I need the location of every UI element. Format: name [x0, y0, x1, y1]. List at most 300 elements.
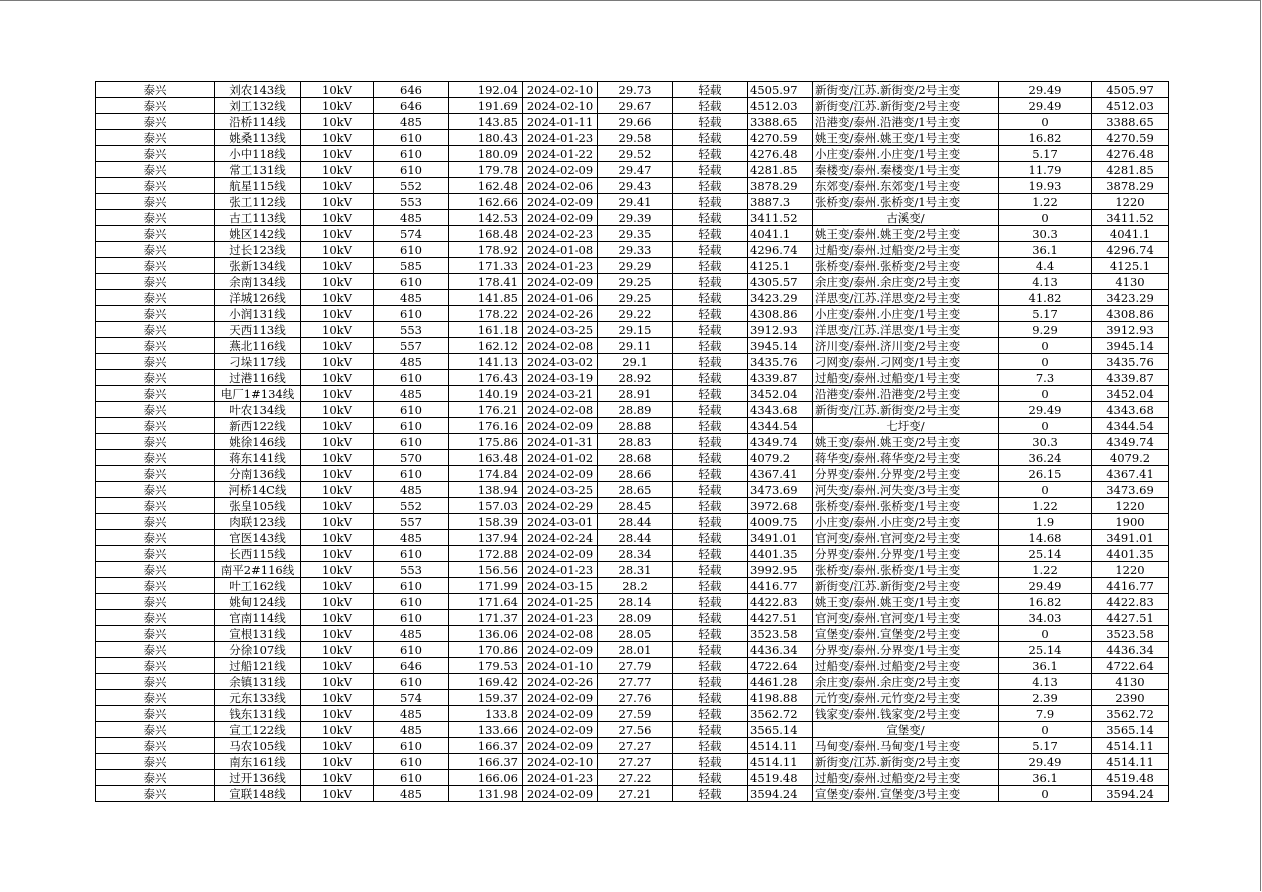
date-cell: 2024-01-06	[523, 290, 598, 306]
table-row	[96, 434, 1169, 450]
current-cell: 157.03	[449, 498, 523, 514]
line-name-cell: 分南136线	[215, 466, 301, 482]
table-row	[96, 610, 1169, 626]
region-cell: 泰兴	[96, 258, 215, 274]
date-cell: 2024-01-31	[523, 434, 598, 450]
voltage-cell: 10kV	[301, 770, 374, 786]
date-cell: 2024-03-01	[523, 514, 598, 530]
available-capacity-cell: 3452.04	[1092, 386, 1169, 402]
transformer-value-cell: 29.49	[999, 402, 1092, 418]
region-cell: 泰兴	[96, 370, 215, 386]
available-capacity-cell: 4427.51	[1092, 610, 1169, 626]
load-rate-cell: 29.47	[598, 162, 673, 178]
substation-cell: 洋思变/江苏.洋思变/2号主变	[813, 290, 999, 306]
margin-cell: 3565.14	[748, 722, 813, 738]
region-cell: 泰兴	[96, 770, 215, 786]
substation-cell: 新街变/江苏.新街变/2号主变	[813, 98, 999, 114]
capacity-cell: 610	[374, 274, 449, 290]
load-rate-cell: 28.89	[598, 402, 673, 418]
region-cell: 泰兴	[96, 738, 215, 754]
load-rate-cell: 29.29	[598, 258, 673, 274]
margin-cell: 4349.74	[748, 434, 813, 450]
voltage-cell: 10kV	[301, 562, 374, 578]
capacity-cell: 485	[374, 290, 449, 306]
current-cell: 161.18	[449, 322, 523, 338]
line-name-cell: 古工113线	[215, 210, 301, 226]
date-cell: 2024-01-10	[523, 658, 598, 674]
voltage-cell: 10kV	[301, 322, 374, 338]
load-rate-cell: 28.68	[598, 450, 673, 466]
region-cell: 泰兴	[96, 242, 215, 258]
line-name-cell: 燕北116线	[215, 338, 301, 354]
table-row	[96, 754, 1169, 770]
capacity-cell: 553	[374, 194, 449, 210]
margin-cell: 4367.41	[748, 466, 813, 482]
load-rate-cell: 29.41	[598, 194, 673, 210]
margin-cell: 3992.95	[748, 562, 813, 578]
date-cell: 2024-02-09	[523, 418, 598, 434]
load-rate-cell: 28.14	[598, 594, 673, 610]
voltage-cell: 10kV	[301, 194, 374, 210]
load-status-cell: 轻载	[673, 130, 748, 146]
substation-cell: 河失变/泰州.河失变/3号主变	[813, 482, 999, 498]
available-capacity-cell: 4505.97	[1092, 82, 1169, 98]
table-row	[96, 290, 1169, 306]
date-cell: 2024-02-09	[523, 274, 598, 290]
transformer-value-cell: 0	[999, 722, 1092, 738]
date-cell: 2024-02-09	[523, 642, 598, 658]
current-cell: 140.19	[449, 386, 523, 402]
transformer-value-cell: 26.15	[999, 466, 1092, 482]
available-capacity-cell: 4401.35	[1092, 546, 1169, 562]
substation-cell: 小庄变/泰州.小庄变/1号主变	[813, 146, 999, 162]
voltage-cell: 10kV	[301, 370, 374, 386]
date-cell: 2024-01-23	[523, 258, 598, 274]
capacity-cell: 610	[374, 402, 449, 418]
line-name-cell: 刘工132线	[215, 98, 301, 114]
load-rate-cell: 27.76	[598, 690, 673, 706]
substation-cell: 沿港变/泰州.沿港变/1号主变	[813, 114, 999, 130]
load-status-cell: 轻载	[673, 546, 748, 562]
load-status-cell: 轻载	[673, 578, 748, 594]
load-rate-cell: 28.31	[598, 562, 673, 578]
substation-cell: 过船变/泰州.过船变/2号主变	[813, 242, 999, 258]
date-cell: 2024-02-09	[523, 162, 598, 178]
current-cell: 176.21	[449, 402, 523, 418]
region-cell: 泰兴	[96, 226, 215, 242]
margin-cell: 3972.68	[748, 498, 813, 514]
current-cell: 180.09	[449, 146, 523, 162]
line-name-cell: 姚桑113线	[215, 130, 301, 146]
capacity-cell: 485	[374, 114, 449, 130]
load-status-cell: 轻载	[673, 82, 748, 98]
margin-cell: 3594.24	[748, 786, 813, 802]
load-status-cell: 轻载	[673, 450, 748, 466]
capacity-cell: 485	[374, 386, 449, 402]
substation-cell: 小庄变/泰州.小庄变/1号主变	[813, 306, 999, 322]
capacity-cell: 610	[374, 418, 449, 434]
substation-cell: 官河变/泰州.官河变/1号主变	[813, 610, 999, 626]
available-capacity-cell: 1220	[1092, 498, 1169, 514]
capacity-cell: 610	[374, 466, 449, 482]
load-rate-cell: 29.39	[598, 210, 673, 226]
voltage-cell: 10kV	[301, 706, 374, 722]
table-row	[96, 386, 1169, 402]
region-cell: 泰兴	[96, 162, 215, 178]
margin-cell: 4308.86	[748, 306, 813, 322]
line-name-cell: 过港116线	[215, 370, 301, 386]
current-cell: 162.12	[449, 338, 523, 354]
date-cell: 2024-03-25	[523, 482, 598, 498]
voltage-cell: 10kV	[301, 306, 374, 322]
substation-cell: 宣堡变/	[813, 722, 999, 738]
line-name-cell: 河桥14C线	[215, 482, 301, 498]
region-cell: 泰兴	[96, 642, 215, 658]
date-cell: 2024-02-09	[523, 546, 598, 562]
region-cell: 泰兴	[96, 466, 215, 482]
load-status-cell: 轻载	[673, 610, 748, 626]
margin-cell: 4512.03	[748, 98, 813, 114]
available-capacity-cell: 4079.2	[1092, 450, 1169, 466]
available-capacity-cell: 4130	[1092, 274, 1169, 290]
available-capacity-cell: 4512.03	[1092, 98, 1169, 114]
load-status-cell: 轻载	[673, 498, 748, 514]
current-cell: 176.16	[449, 418, 523, 434]
table-row	[96, 546, 1169, 562]
margin-cell: 4125.1	[748, 258, 813, 274]
voltage-cell: 10kV	[301, 434, 374, 450]
load-rate-cell: 29.67	[598, 98, 673, 114]
load-status-cell: 轻载	[673, 210, 748, 226]
date-cell: 2024-02-10	[523, 98, 598, 114]
load-rate-cell: 27.27	[598, 754, 673, 770]
date-cell: 2024-02-08	[523, 402, 598, 418]
transformer-value-cell: 29.49	[999, 578, 1092, 594]
substation-cell: 沿港变/泰州.沿港变/2号主变	[813, 386, 999, 402]
date-cell: 2024-02-26	[523, 306, 598, 322]
load-status-cell: 轻载	[673, 482, 748, 498]
current-cell: 179.78	[449, 162, 523, 178]
capacity-cell: 553	[374, 562, 449, 578]
transformer-value-cell: 29.49	[999, 82, 1092, 98]
transformer-value-cell: 36.1	[999, 658, 1092, 674]
line-name-cell: 刁垛117线	[215, 354, 301, 370]
transformer-value-cell: 16.82	[999, 594, 1092, 610]
date-cell: 2024-01-25	[523, 594, 598, 610]
region-cell: 泰兴	[96, 514, 215, 530]
transformer-value-cell: 4.13	[999, 274, 1092, 290]
current-cell: 176.43	[449, 370, 523, 386]
region-cell: 泰兴	[96, 754, 215, 770]
capacity-cell: 646	[374, 98, 449, 114]
load-status-cell: 轻载	[673, 530, 748, 546]
table-row	[96, 354, 1169, 370]
transformer-value-cell: 0	[999, 386, 1092, 402]
load-status-cell: 轻载	[673, 418, 748, 434]
line-name-cell: 过开136线	[215, 770, 301, 786]
line-name-cell: 姚徐146线	[215, 434, 301, 450]
capacity-cell: 485	[374, 210, 449, 226]
available-capacity-cell: 4514.11	[1092, 738, 1169, 754]
table-row	[96, 770, 1169, 786]
load-status-cell: 轻载	[673, 306, 748, 322]
current-cell: 133.66	[449, 722, 523, 738]
load-rate-cell: 29.22	[598, 306, 673, 322]
load-status-cell: 轻载	[673, 386, 748, 402]
voltage-cell: 10kV	[301, 482, 374, 498]
current-cell: 136.06	[449, 626, 523, 642]
line-name-cell: 南东161线	[215, 754, 301, 770]
line-name-cell: 官医143线	[215, 530, 301, 546]
transformer-value-cell: 1.22	[999, 194, 1092, 210]
voltage-cell: 10kV	[301, 626, 374, 642]
date-cell: 2024-01-11	[523, 114, 598, 130]
voltage-cell: 10kV	[301, 114, 374, 130]
available-capacity-cell: 4339.87	[1092, 370, 1169, 386]
current-cell: 180.43	[449, 130, 523, 146]
table-row	[96, 130, 1169, 146]
region-cell: 泰兴	[96, 450, 215, 466]
current-cell: 141.85	[449, 290, 523, 306]
current-cell: 171.37	[449, 610, 523, 626]
region-cell: 泰兴	[96, 594, 215, 610]
substation-cell: 余庄变/泰州.余庄变/2号主变	[813, 674, 999, 690]
line-name-cell: 小中118线	[215, 146, 301, 162]
date-cell: 2024-01-22	[523, 146, 598, 162]
line-name-cell: 常工131线	[215, 162, 301, 178]
date-cell: 2024-03-15	[523, 578, 598, 594]
line-name-cell: 过长123线	[215, 242, 301, 258]
substation-cell: 新街变/江苏.新街变/2号主变	[813, 402, 999, 418]
region-cell: 泰兴	[96, 386, 215, 402]
current-cell: 142.53	[449, 210, 523, 226]
date-cell: 2024-01-08	[523, 242, 598, 258]
voltage-cell: 10kV	[301, 450, 374, 466]
line-name-cell: 宣联148线	[215, 786, 301, 802]
capacity-cell: 610	[374, 770, 449, 786]
current-cell: 158.39	[449, 514, 523, 530]
margin-cell: 3912.93	[748, 322, 813, 338]
load-status-cell: 轻载	[673, 434, 748, 450]
substation-cell: 分界变/泰州.分界变/2号主变	[813, 466, 999, 482]
region-cell: 泰兴	[96, 418, 215, 434]
current-cell: 133.8	[449, 706, 523, 722]
current-cell: 170.86	[449, 642, 523, 658]
capacity-cell: 557	[374, 338, 449, 354]
date-cell: 2024-02-09	[523, 786, 598, 802]
load-status-cell: 轻载	[673, 162, 748, 178]
transformer-value-cell: 5.17	[999, 738, 1092, 754]
line-name-cell: 叶工162线	[215, 578, 301, 594]
available-capacity-cell: 4422.83	[1092, 594, 1169, 610]
load-status-cell: 轻载	[673, 786, 748, 802]
current-cell: 179.53	[449, 658, 523, 674]
region-cell: 泰兴	[96, 674, 215, 690]
voltage-cell: 10kV	[301, 498, 374, 514]
transformer-value-cell: 14.68	[999, 530, 1092, 546]
load-status-cell: 轻载	[673, 562, 748, 578]
capacity-cell: 610	[374, 754, 449, 770]
current-cell: 163.48	[449, 450, 523, 466]
load-status-cell: 轻载	[673, 242, 748, 258]
capacity-cell: 485	[374, 722, 449, 738]
load-status-cell: 轻载	[673, 706, 748, 722]
available-capacity-cell: 3912.93	[1092, 322, 1169, 338]
region-cell: 泰兴	[96, 706, 215, 722]
line-name-cell: 元东133线	[215, 690, 301, 706]
substation-cell: 过船变/泰州.过船变/1号主变	[813, 370, 999, 386]
voltage-cell: 10kV	[301, 290, 374, 306]
table-row	[96, 178, 1169, 194]
margin-cell: 4296.74	[748, 242, 813, 258]
table-row	[96, 210, 1169, 226]
load-status-cell: 轻载	[673, 690, 748, 706]
load-rate-cell: 27.21	[598, 786, 673, 802]
date-cell: 2024-02-09	[523, 210, 598, 226]
margin-cell: 4339.87	[748, 370, 813, 386]
region-cell: 泰兴	[96, 194, 215, 210]
line-name-cell: 叶农134线	[215, 402, 301, 418]
line-name-cell: 余南134线	[215, 274, 301, 290]
table-row	[96, 258, 1169, 274]
current-cell: 143.85	[449, 114, 523, 130]
load-rate-cell: 27.22	[598, 770, 673, 786]
margin-cell: 4514.11	[748, 738, 813, 754]
available-capacity-cell: 4270.59	[1092, 130, 1169, 146]
margin-cell: 3435.76	[748, 354, 813, 370]
date-cell: 2024-02-24	[523, 530, 598, 546]
substation-cell: 蒋华变/泰州.蒋华变/2号主变	[813, 450, 999, 466]
region-cell: 泰兴	[96, 274, 215, 290]
margin-cell: 3491.01	[748, 530, 813, 546]
load-status-cell: 轻载	[673, 146, 748, 162]
table-row	[96, 242, 1169, 258]
capacity-cell: 610	[374, 306, 449, 322]
transformer-value-cell: 34.03	[999, 610, 1092, 626]
capacity-cell: 485	[374, 354, 449, 370]
load-status-cell: 轻载	[673, 274, 748, 290]
load-rate-cell: 29.15	[598, 322, 673, 338]
transformer-value-cell: 0	[999, 626, 1092, 642]
line-name-cell: 航星115线	[215, 178, 301, 194]
load-status-cell: 轻载	[673, 754, 748, 770]
voltage-cell: 10kV	[301, 546, 374, 562]
available-capacity-cell: 1220	[1092, 194, 1169, 210]
available-capacity-cell: 4722.64	[1092, 658, 1169, 674]
table-row	[96, 194, 1169, 210]
substation-cell: 过船变/泰州.过船变/2号主变	[813, 770, 999, 786]
load-rate-cell: 28.66	[598, 466, 673, 482]
margin-cell: 4009.75	[748, 514, 813, 530]
load-rate-cell: 28.83	[598, 434, 673, 450]
date-cell: 2024-02-23	[523, 226, 598, 242]
transformer-value-cell: 4.13	[999, 674, 1092, 690]
load-rate-cell: 29.25	[598, 290, 673, 306]
voltage-cell: 10kV	[301, 82, 374, 98]
region-cell: 泰兴	[96, 530, 215, 546]
load-status-cell: 轻载	[673, 322, 748, 338]
line-name-cell: 天西113线	[215, 322, 301, 338]
load-rate-cell: 29.1	[598, 354, 673, 370]
margin-cell: 4305.57	[748, 274, 813, 290]
voltage-cell: 10kV	[301, 242, 374, 258]
available-capacity-cell: 3562.72	[1092, 706, 1169, 722]
margin-cell: 3562.72	[748, 706, 813, 722]
table-row	[96, 498, 1169, 514]
margin-cell: 4281.85	[748, 162, 813, 178]
capacity-cell: 574	[374, 226, 449, 242]
region-cell: 泰兴	[96, 82, 215, 98]
substation-cell: 张桥变/泰州.张桥变/1号主变	[813, 194, 999, 210]
transformer-value-cell: 36.1	[999, 770, 1092, 786]
line-name-cell: 分徐107线	[215, 642, 301, 658]
table-row	[96, 274, 1169, 290]
line-name-cell: 电厂1#134线	[215, 386, 301, 402]
margin-cell: 3388.65	[748, 114, 813, 130]
load-rate-cell: 29.25	[598, 274, 673, 290]
table-row	[96, 514, 1169, 530]
current-cell: 169.42	[449, 674, 523, 690]
voltage-cell: 10kV	[301, 738, 374, 754]
substation-cell: 姚王变/泰州.姚王变/1号主变	[813, 130, 999, 146]
substation-cell: 张桥变/泰州.张桥变/1号主变	[813, 498, 999, 514]
line-name-cell: 姚甸124线	[215, 594, 301, 610]
substation-cell: 官河变/泰州.官河变/2号主变	[813, 530, 999, 546]
transformer-value-cell: 4.4	[999, 258, 1092, 274]
table-row	[96, 594, 1169, 610]
table-row	[96, 162, 1169, 178]
table-row	[96, 322, 1169, 338]
current-cell: 168.48	[449, 226, 523, 242]
line-name-cell: 张皇105线	[215, 498, 301, 514]
capacity-cell: 585	[374, 258, 449, 274]
transformer-value-cell: 25.14	[999, 642, 1092, 658]
voltage-cell: 10kV	[301, 418, 374, 434]
load-rate-cell: 28.91	[598, 386, 673, 402]
transformer-value-cell: 30.3	[999, 434, 1092, 450]
region-cell: 泰兴	[96, 338, 215, 354]
date-cell: 2024-01-23	[523, 130, 598, 146]
available-capacity-cell: 3523.58	[1092, 626, 1169, 642]
load-rate-cell: 27.59	[598, 706, 673, 722]
line-name-cell: 宣工122线	[215, 722, 301, 738]
transformer-value-cell: 7.3	[999, 370, 1092, 386]
table-row	[96, 82, 1169, 98]
table-row	[96, 674, 1169, 690]
current-cell: 166.37	[449, 754, 523, 770]
date-cell: 2024-01-23	[523, 562, 598, 578]
table-row	[96, 642, 1169, 658]
load-status-cell: 轻载	[673, 514, 748, 530]
voltage-cell: 10kV	[301, 466, 374, 482]
capacity-cell: 646	[374, 658, 449, 674]
voltage-cell: 10kV	[301, 146, 374, 162]
available-capacity-cell: 4344.54	[1092, 418, 1169, 434]
capacity-cell: 610	[374, 434, 449, 450]
substation-cell: 济川变/泰州.济川变/2号主变	[813, 338, 999, 354]
capacity-cell: 485	[374, 530, 449, 546]
table-row	[96, 706, 1169, 722]
voltage-cell: 10kV	[301, 722, 374, 738]
available-capacity-cell: 4130	[1092, 674, 1169, 690]
margin-cell: 4041.1	[748, 226, 813, 242]
margin-cell: 4436.34	[748, 642, 813, 658]
date-cell: 2024-02-10	[523, 754, 598, 770]
line-name-cell: 官南114线	[215, 610, 301, 626]
load-rate-cell: 28.05	[598, 626, 673, 642]
current-cell: 175.86	[449, 434, 523, 450]
capacity-cell: 552	[374, 498, 449, 514]
